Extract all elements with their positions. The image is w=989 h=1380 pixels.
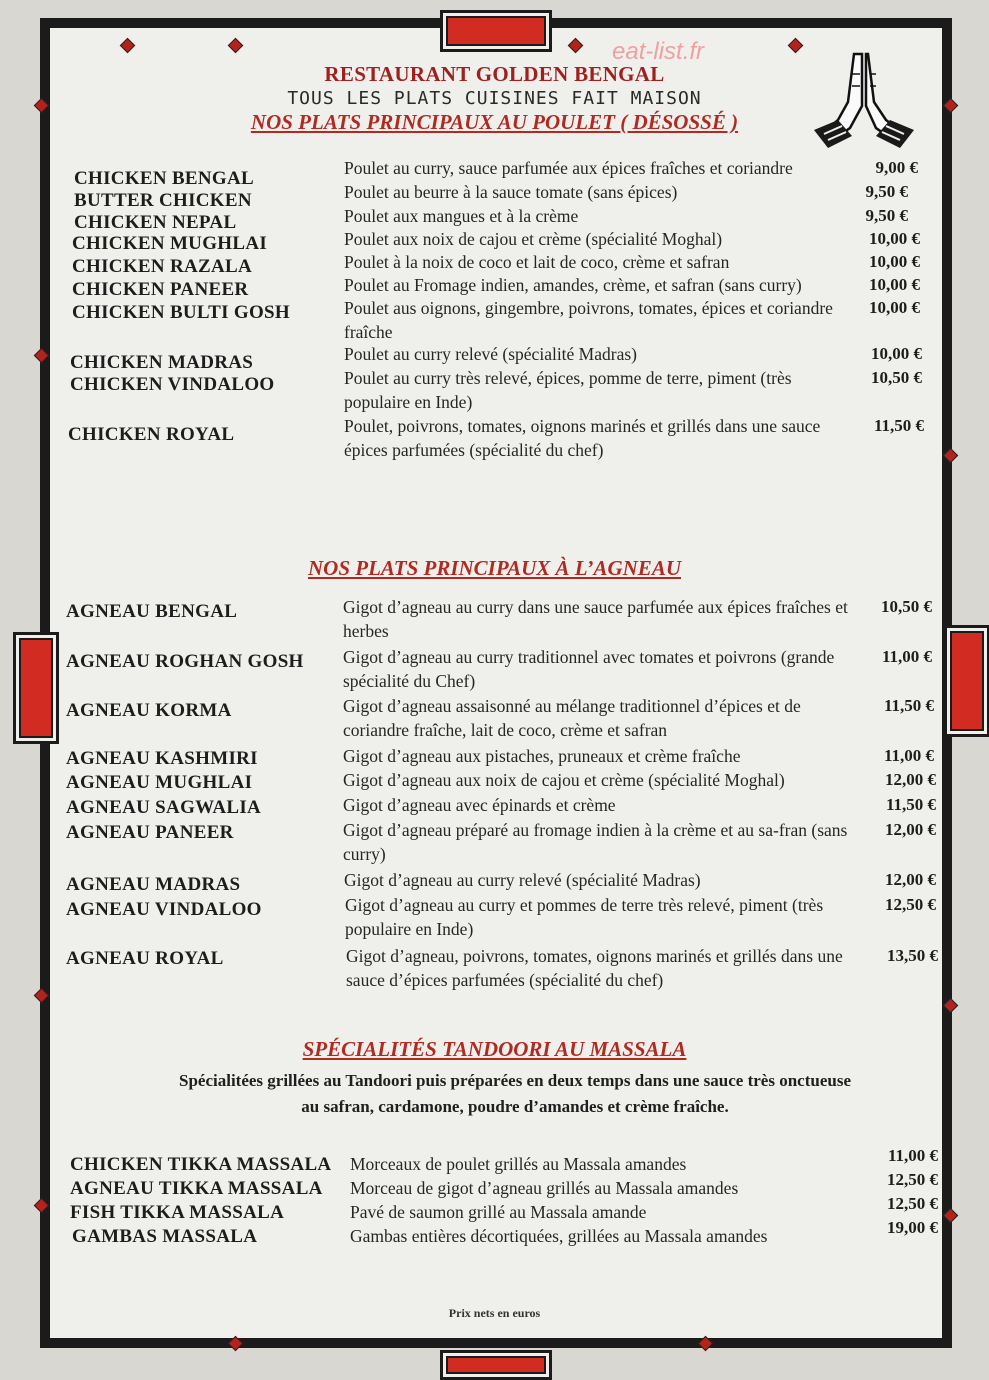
dish-description: Poulet au Fromage indien, amandes, crème, et safran (sans curry) xyxy=(344,275,802,295)
dish-price: 12,50 € xyxy=(887,1170,938,1189)
dish-description: Gigot d’agneau aux noix de cajou et crème (spécialité Moghal) xyxy=(343,770,785,790)
dish-description: Morceau de gigot d’agneau grillés au Massala amandes xyxy=(350,1178,739,1198)
dish-price: 10,50 € xyxy=(881,597,932,616)
dish-name: CHICKEN BULTI GOSH xyxy=(72,302,290,323)
dish-price: 12,50 € xyxy=(885,895,936,914)
dish-name: CHICKEN ROYAL xyxy=(68,424,235,445)
dish-name: CHICKEN TIKKA MASSALA xyxy=(70,1154,332,1175)
dish-description: Gigot d’agneau aux pistaches, pruneaux et crème fraîche xyxy=(343,746,741,766)
dish-description: Poulet aus oignons, gingembre, poivrons, tomates, épices et coriandre fraîche xyxy=(344,298,833,342)
dish-name: AGNEAU VINDALOO xyxy=(66,899,262,920)
dish-price: 10,00 € xyxy=(869,298,920,317)
dish-name: CHICKEN RAZALA xyxy=(72,256,252,277)
dish-price: 9,00 € xyxy=(875,158,918,177)
dish-price: 11,00 € xyxy=(883,746,934,765)
right-red-ornament xyxy=(944,625,989,737)
watermark: eat-list.fr xyxy=(612,38,705,65)
dish-name: CHICKEN MADRAS xyxy=(70,352,254,373)
dish-name: AGNEAU MUGHLAI xyxy=(66,772,253,793)
tandoori-intro xyxy=(100,1068,930,1120)
dish-name: GAMBAS MASSALA xyxy=(72,1226,258,1247)
dish-price: 12,50 € xyxy=(887,1194,938,1213)
dish-description: Poulet au curry relevé (spécialité Madras) xyxy=(344,344,637,364)
dish-description: Gigot d’agneau avec épinards et crème xyxy=(343,795,616,815)
section-title-chicken: NOS PLATS PRINCIPAUX AU POULET ( DÉSOSSÉ ) xyxy=(250,110,739,134)
dish-name: CHICKEN PANEER xyxy=(72,279,249,300)
dish-price: 9,50 € xyxy=(865,206,908,225)
dish-name: BUTTER CHICKEN xyxy=(74,190,252,211)
dish-price: 12,00 € xyxy=(885,870,936,889)
dish-price: 19,00 € xyxy=(887,1218,938,1237)
dish-name: AGNEAU ROYAL xyxy=(66,948,224,969)
dish-price: 11,50 € xyxy=(883,696,934,715)
dish-name: AGNEAU PANEER xyxy=(66,822,234,843)
dish-name: AGNEAU ROGHAN GOSH xyxy=(66,651,304,672)
dish-price: 12,00 € xyxy=(885,820,936,839)
dish-name: AGNEAU KORMA xyxy=(66,700,232,721)
top-red-ornament xyxy=(440,10,552,52)
dish-name: AGNEAU SAGWALIA xyxy=(66,797,262,818)
dish-price: 10,50 € xyxy=(871,368,922,387)
dish-description: Gigot d’agneau au curry dans une sauce parfumée aux épices fraîches et herbes xyxy=(343,597,848,641)
dish-description: Poulet aux mangues et à la crème xyxy=(344,206,579,226)
dish-name: CHICKEN NEPAL xyxy=(74,212,237,233)
dish-name: CHICKEN VINDALOO xyxy=(70,374,275,395)
dish-description: Gigot d’agneau au curry relevé (spécialité Madras) xyxy=(344,870,701,890)
dish-name: AGNEAU TIKKA MASSALA xyxy=(70,1178,323,1199)
section-title-tandoori: SPÉCIALITÉS TANDOORI AU MASSALA xyxy=(302,1037,687,1061)
dish-description: Poulet, poivrons, tomates, oignons marinés et grillés dans une sauce épices parfumées (spécialité du chef) xyxy=(344,416,821,460)
handwritten-note: TOUS LES PLATS CUISINES FAIT MAISON xyxy=(287,88,702,109)
price-footer: Prix nets en euros xyxy=(448,1306,541,1320)
intro-line: au safran, cardamone, poudre d’amandes et crème fraîche. xyxy=(301,1097,729,1116)
dish-price: 11,00 € xyxy=(887,1146,938,1165)
dish-price: 10,00 € xyxy=(869,229,920,248)
dish-price: 10,00 € xyxy=(869,275,920,294)
dish-name: AGNEAU KASHMIRI xyxy=(66,748,258,769)
dish-price: 11,00 € xyxy=(881,647,932,666)
dish-price: 10,00 € xyxy=(869,252,920,271)
dish-description: Gigot d’agneau au curry traditionnel avec tomates et poivrons (grande spécialité du Chef) xyxy=(343,647,835,691)
dish-price: 13,50 € xyxy=(887,946,938,965)
dish-description: Poulet aux noix de cajou et crème (spécialité Moghal) xyxy=(344,229,723,249)
dish-description: Gigot d’agneau préparé au fromage indien à la crème et au sa-fran (sans curry) xyxy=(343,820,848,864)
dish-description: Poulet à la noix de coco et lait de coco, crème et safran xyxy=(344,252,730,272)
dish-description: Poulet au beurre à la sauce tomate (sans épices) xyxy=(344,182,678,202)
dish-description: Gigot d’agneau, poivrons, tomates, oignons marinés et grillés dans une sauce d’épices parfumées (spécialité du chef) xyxy=(346,946,843,990)
dish-name: FISH TIKKA MASSALA xyxy=(70,1202,285,1223)
dish-description: Morceaux de poulet grillés au Massala amandes xyxy=(350,1154,687,1174)
dish-description: Pavé de saumon grillé au Massala amande xyxy=(350,1202,647,1222)
bottom-red-ornament xyxy=(440,1350,552,1380)
dish-name: CHICKEN MUGHLAI xyxy=(72,233,268,254)
dish-price: 11,50 € xyxy=(885,795,936,814)
dish-description: Gigot d’agneau au curry et pommes de terre très relevé, piment (très populaire en Inde) xyxy=(345,895,824,939)
dish-description: Poulet au curry très relevé, épices, pomme de terre, piment (très populaire en Inde) xyxy=(344,368,792,412)
intro-line: Spécialitées grillées au Tandoori puis préparées en deux temps dans une sauce très onctueuse xyxy=(179,1071,851,1090)
dish-description: Gambas entières décortiquées, grillées au Massala amandes xyxy=(350,1226,768,1246)
left-red-ornament xyxy=(13,632,59,744)
dish-name: AGNEAU BENGAL xyxy=(66,601,238,622)
dish-price: 10,00 € xyxy=(871,344,922,363)
restaurant-name: RESTAURANT GOLDEN BENGAL xyxy=(324,62,665,86)
dish-price: 11,50 € xyxy=(873,416,924,435)
dish-description: Poulet au curry, sauce parfumée aux épices fraîches et coriandre xyxy=(344,158,793,178)
dish-name: AGNEAU MADRAS xyxy=(66,874,241,895)
section-title-lamb: NOS PLATS PRINCIPAUX À L’AGNEAU xyxy=(307,556,681,580)
dish-price: 12,00 € xyxy=(885,770,936,789)
dish-price: 9,50 € xyxy=(865,182,908,201)
dish-description: Gigot d’agneau assaisonné au mélange traditionnel d’épices et de coriandre fraîche, lait de coco, crème et safran xyxy=(343,696,801,740)
dish-name: CHICKEN BENGAL xyxy=(74,168,254,189)
